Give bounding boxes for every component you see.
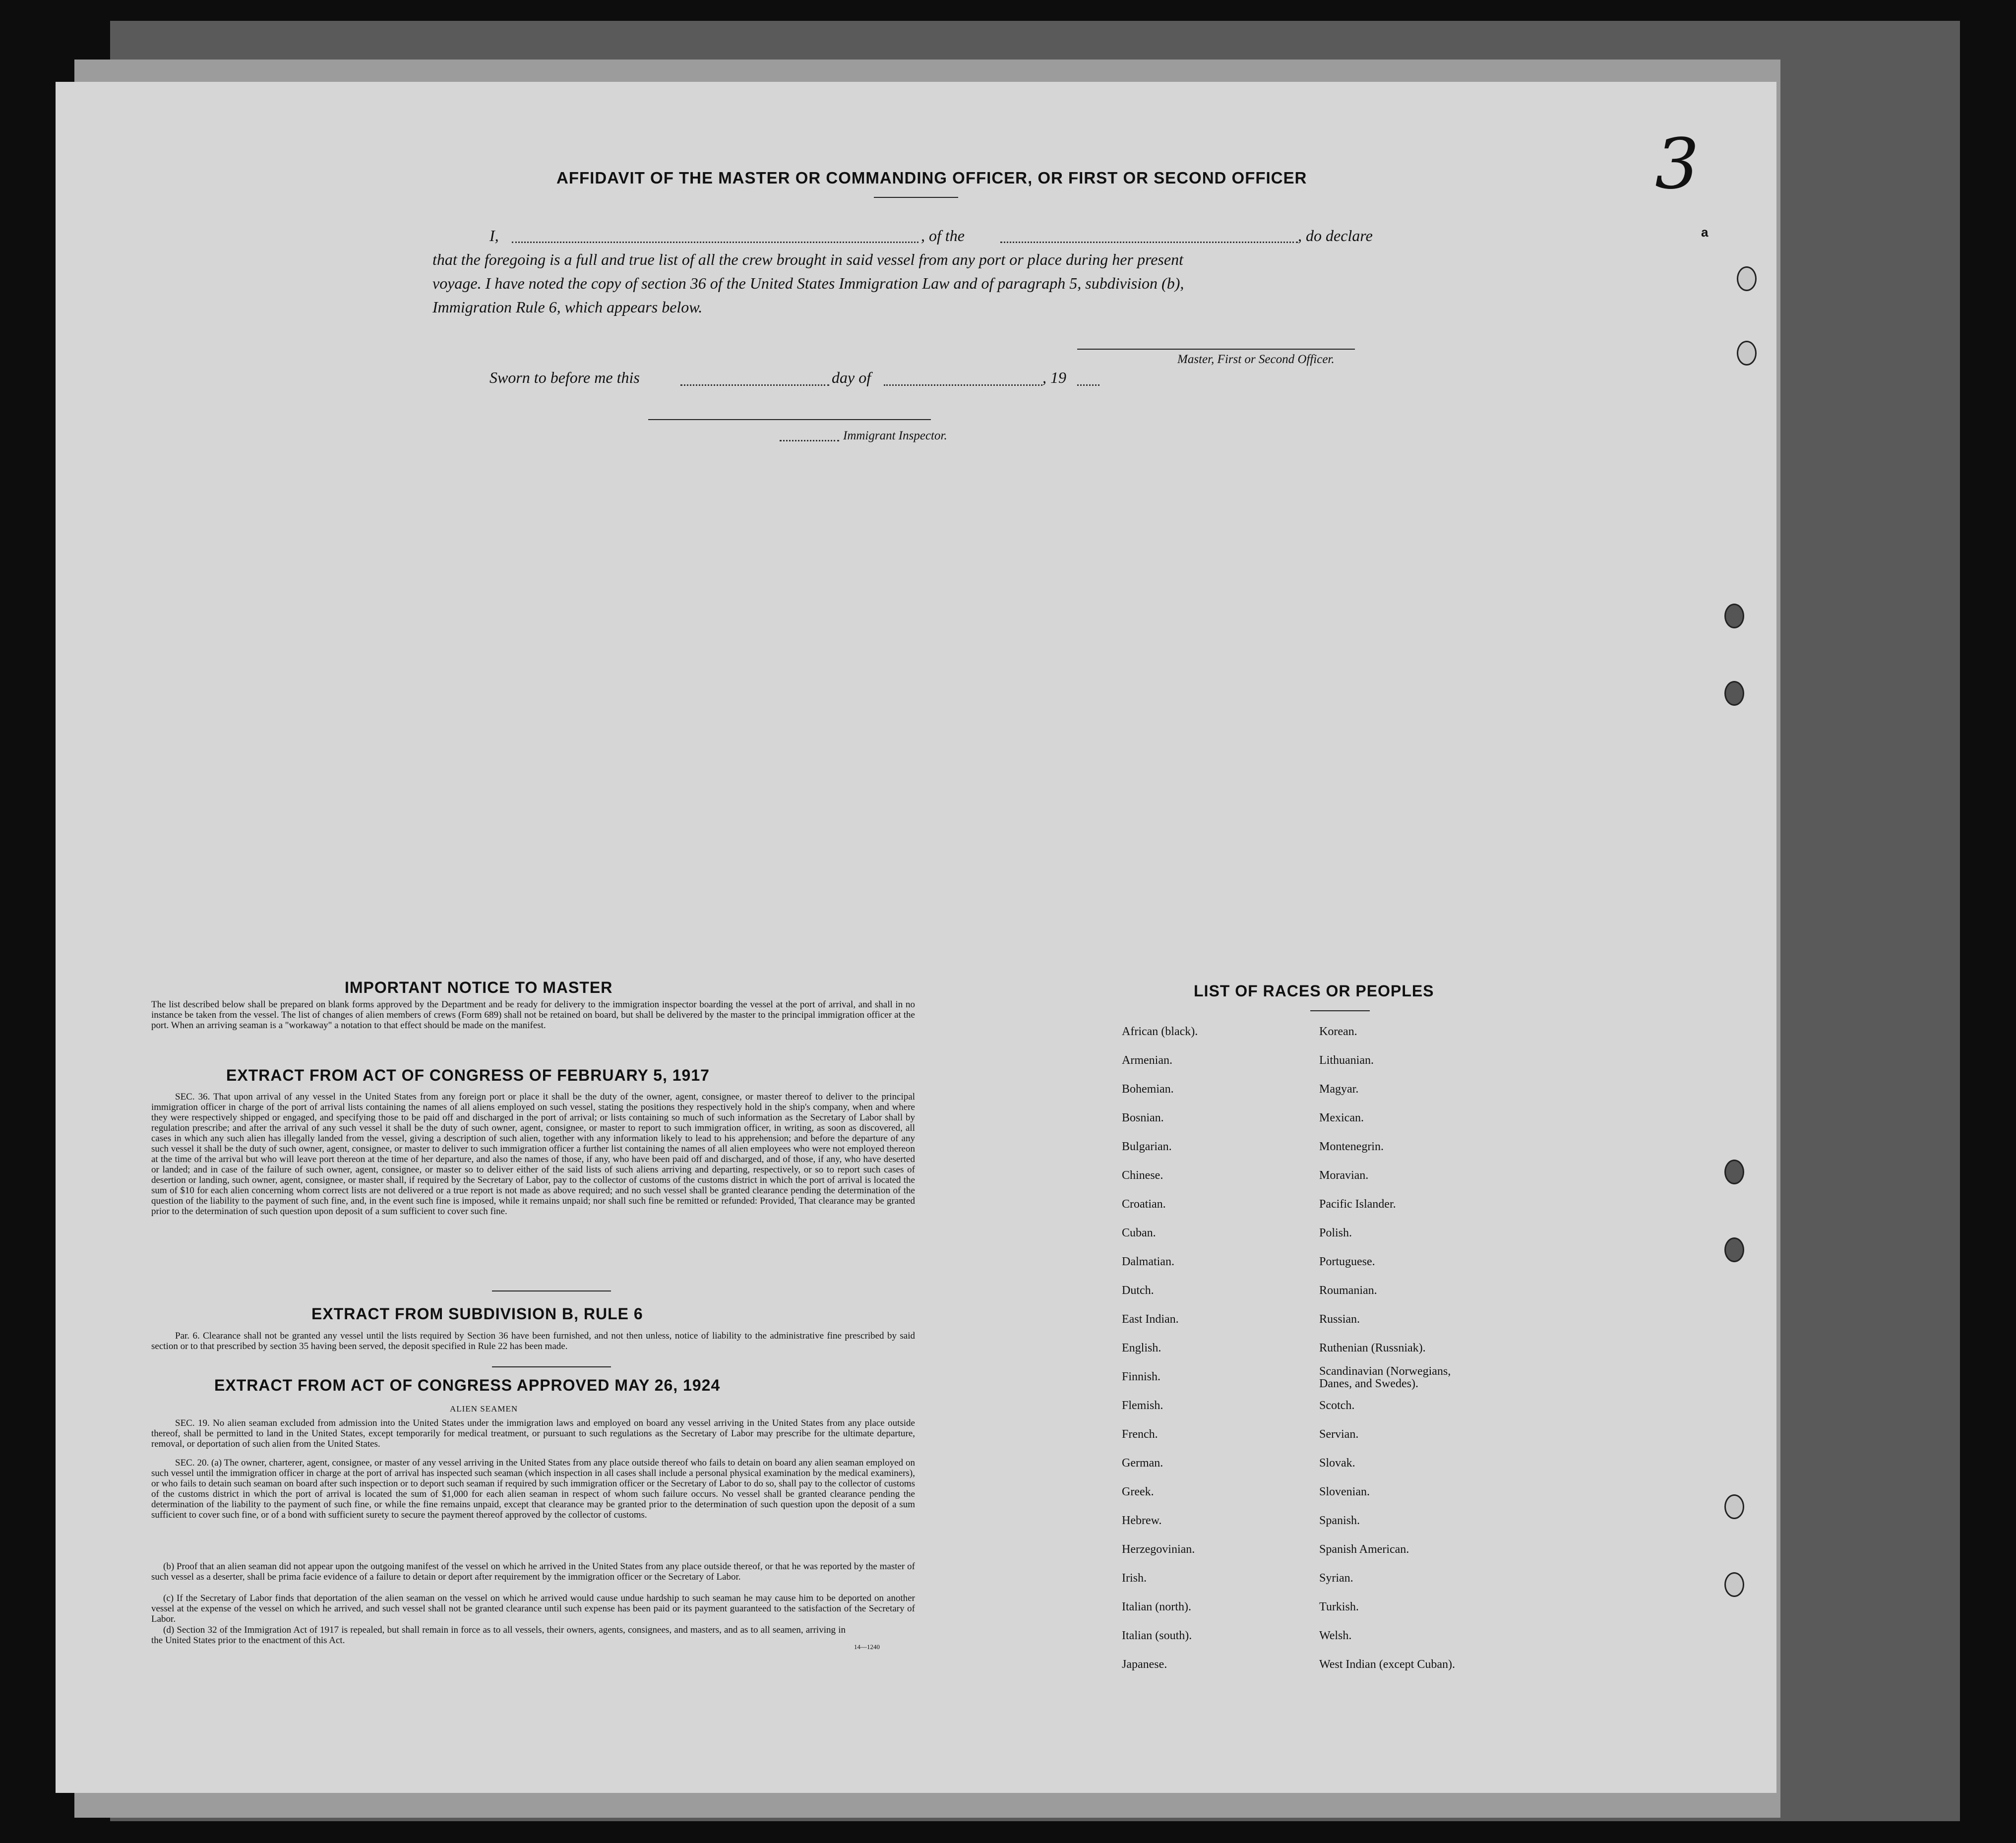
race-left-item: Italian (north). [1122,1600,1191,1613]
race-right-item: Spanish. [1319,1514,1360,1527]
race-left-item: English. [1122,1342,1161,1354]
extract-rule6-title: EXTRACT FROM SUBDIVISION B, RULE 6 [311,1305,643,1323]
races-divider [1310,1010,1370,1011]
punch-hole [1724,1572,1744,1597]
race-left-item: French. [1122,1428,1158,1441]
race-right-item: West Indian (except Cuban). [1319,1658,1455,1671]
race-right-item: Syrian. [1319,1572,1353,1585]
race-right-item: Pacific Islander. [1319,1198,1396,1211]
race-left-item: Armenian. [1122,1054,1172,1067]
race-left-item: Chinese. [1122,1169,1163,1182]
race-right-item: Welsh. [1319,1629,1352,1642]
notice-text: The list described below shall be prepared on blank forms approved by the Department and be ready for delivery to the immigration inspector boarding the vessel at the port of arrival, and shall in no instance be taken from the vessel. The list of changes of alien members of crews (Form 689) shall not be retained on board, but shall be delivered by the master to the principal immigration officer at the port. When an arriving seaman is a "workaway" a notation to that effect should be made on the manifest. [151,999,915,1031]
punch-hole [1737,341,1757,366]
sworn-year-blank [1077,384,1100,386]
race-left-item: Bosnian. [1122,1111,1164,1124]
affidavit-of-the-label: , of the [921,227,965,245]
master-signature-label: Master, First or Second Officer. [1177,353,1335,366]
punch-hole [1724,681,1744,706]
race-left-item: Finnish. [1122,1370,1161,1383]
extract-1924-title: EXTRACT FROM ACT OF CONGRESS APPROVED MAY 26, 1924 [214,1376,721,1394]
race-right-item: Mexican. [1319,1111,1364,1124]
race-right-item: Russian. [1319,1313,1360,1326]
race-right-item: Scotch. [1319,1399,1355,1412]
races-title: LIST OF RACES OR PEOPLES [1194,982,1434,1000]
race-right-item: Spanish American. [1319,1543,1409,1556]
form-number: 14—1240 [854,1643,880,1651]
affidavit-line-2: that the foregoing is a full and true list of all the crew brought in said vessel from any port or place during her present [432,250,1183,268]
extract-1924-subtitle: ALIEN SEAMEN [450,1404,518,1413]
race-left-item: Croatian. [1122,1198,1166,1211]
race-left-item: Greek. [1122,1485,1154,1498]
race-left-item: East Indian. [1122,1313,1179,1326]
document-page [56,82,1776,1793]
extract-1917-text: SEC. 36. That upon arrival of any vessel in the United States from any foreign port or place it shall be the duty of the owner, agent, consignee, or master thereof to deliver to the principal immigration officer in charge of the port of arrival lists containing the names of all aliens employed on such vessel, stating the positions they respectively hold in the ship's company, when and where they were respectively shipped or engaged, and specifying those to be paid off and discharged in the port of arrival; or lists containing so much of such information as the Secretary of Labor shall by regulation prescribe; and after the arrival of any such vessel it shall be the duty of such owner, agent, consignee, or master to report to such immigration officer, in writing, as soon as discovered, all cases in which any such alien has illegally landed from the vessel, giving a description of such alien, together with any information likely to lead to his apprehension; and before the departure of any such vessel it shall be the duty of such owner, agent, consignee, or master to deliver to such immigration officer a further list containing the names of all alien employees who were not employed thereon at the time of the arrival but who will leave port thereon at the time of her departure, and also the names of those, if any, who have been paid off and discharged, and of those, if any, who have deserted or landed; and in case of the failure of such owner, agent, consignee, or master so to deliver either of the said lists of such aliens arriving and departing, respectively, or so to report such cases of desertion or landing, such owner, agent, consignee, or master shall, if required by the Secretary of Labor, pay to the collector of customs of the customs district in which the port of arrival is located the sum of $10 for each alien concerning whom correct lists are not delivered or a true report is not made as above required; and no such vessel shall be granted clearance pending the determination of the question of the liability to the payment of such fine, and, in the event such fine is imposed, while it remains unpaid; nor shall such fine be remitted or refunded: Provided, That clearance may be granted prior to the determination of such question upon deposit of a sum sufficient to cover such fine. [151,1092,915,1217]
punch-hole [1737,266,1757,291]
corner-mark: a [1701,225,1709,240]
title-divider [874,197,958,198]
race-right-item: Moravian. [1319,1169,1369,1182]
race-left-item: Bohemian. [1122,1083,1174,1096]
race-right-item: Korean. [1319,1025,1357,1038]
race-left-item: Irish. [1122,1572,1147,1585]
race-right-item: Roumanian. [1319,1284,1377,1297]
day-of-label: day of [832,369,871,386]
affidavit-title: AFFIDAVIT OF THE MASTER OR COMMANDING OFFICER, OR FIRST OR SECOND OFFICER [556,169,1307,187]
race-left-item: Flemish. [1122,1399,1163,1412]
extract-1924-sec20d: (d) Section 32 of the Immigration Act of 1917 is repealed, but shall remain in force as to all vessels, their owners, agents, consignees, and masters, and as to all seamen, arriving in the United States prior to the enactment of this Act. [151,1625,846,1646]
master-signature-line [1077,349,1355,350]
race-left-item: German. [1122,1457,1163,1470]
affidavit-declare-label: , do declare [1298,227,1373,245]
race-right-item: Montenegrin. [1319,1140,1384,1153]
race-left-item: Japanese. [1122,1658,1167,1671]
race-left-item: Cuban. [1122,1227,1156,1239]
punch-hole [1724,604,1744,628]
race-right-item: Portuguese. [1319,1255,1375,1268]
vessel-blank [1000,242,1298,243]
name-blank [512,242,918,243]
race-right-item: Polish. [1319,1227,1352,1239]
race-left-item: African (black). [1122,1025,1198,1038]
race-left-item: Herzegovinian. [1122,1543,1195,1556]
race-right-item: Ruthenian (Russniak). [1319,1342,1426,1354]
punch-hole [1724,1160,1744,1184]
race-left-item: Dutch. [1122,1284,1154,1297]
section-divider [492,1366,611,1367]
inspector-label: Immigrant Inspector. [843,429,947,442]
punch-hole [1724,1494,1744,1519]
sworn-label: Sworn to before me this [489,369,640,386]
punch-hole [1724,1237,1744,1262]
sworn-month-blank [884,384,1042,386]
race-right-item: Lithuanian. [1319,1054,1374,1067]
inspector-blank [780,440,839,441]
extract-1924-sec20a: SEC. 20. (a) The owner, charterer, agent, consignee, or master of any vessel arriving in the United States from any place outside thereof who fails to detain on board any alien seaman employed on such vessel until the immigration officer in charge at the port of arrival has inspected such seaman (which inspection in all cases shall include a personal physical examination by the medical examiners), or who fails to detain such seaman on board after such inspection or to deport such seaman if required by such immigration officer or the Secretary of Labor to do so, shall pay to the collector of customs of the customs district in which the port of arrival is located the sum of $1,000 for each alien seaman in respect of whom such failure occurs. No vessel shall be granted clearance pending the determination of the liability to the payment of such fine, or while the fine remains unpaid, except that clearance may be granted prior to the determination of such question upon the deposit of a sum sufficient to cover such fine, or of a bond with sufficient surety to secure the payment thereof approved by the collector of customs. [151,1458,915,1520]
extract-rule6-text: Par. 6. Clearance shall not be granted any vessel until the lists required by Section 36 have been furnished, and not then unless, notice of liability to the administrative fine prescribed by said section or to that prescribed by section 35 having been served, the deposit specified in Rule 22 has been made. [151,1331,915,1352]
race-left-item: Bulgarian. [1122,1140,1172,1153]
section-divider [492,1290,611,1291]
affidavit-i-label: I, [489,227,499,245]
race-right-item: Slovak. [1319,1457,1355,1470]
sworn-day-blank [680,384,829,386]
affidavit-line-4: Immigration Rule 6, which appears below. [432,298,703,316]
year-label: , 19 [1042,369,1066,386]
notice-title: IMPORTANT NOTICE TO MASTER [345,979,613,996]
race-left-item: Italian (south). [1122,1629,1192,1642]
race-right-item: Turkish. [1319,1600,1359,1613]
extract-1924-sec19: SEC. 19. No alien seaman excluded from admission into the United States under the immigration laws and employed on board any vessel arriving in the United States from any place outside thereof, shall be permitted to land in the United States, except temporarily for medical treatment, or pursuant to such regulations as the Secretary of Labor may prescribe for the ultimate departure, removal, or deportation of such alien from the United States. [151,1418,915,1449]
race-right-item: Slovenian. [1319,1485,1370,1498]
inspector-signature-line [648,419,931,420]
race-left-item: Dalmatian. [1122,1255,1174,1268]
extract-1924-sec20b: (b) Proof that an alien seaman did not appear upon the outgoing manifest of the vessel on which he arrived in the United States from any place outside thereof, or that he was reported by the master of such vessel as a deserter, shall be prima facie evidence of a failure to detain or deport after requirement by the immigration officer or the Secretary of Labor. [151,1561,915,1582]
race-right-item: Servian. [1319,1428,1359,1441]
extract-1917-title: EXTRACT FROM ACT OF CONGRESS OF FEBRUARY 5, 1917 [226,1066,710,1084]
race-left-item: Hebrew. [1122,1514,1162,1527]
race-right-item: Magyar. [1319,1083,1359,1096]
race-right-item: Scandinavian (Norwegians, Danes, and Swedes). [1319,1365,1451,1390]
extract-1924-sec20c: (c) If the Secretary of Labor finds that deportation of the alien seaman on the vessel on which he arrived would cause undue hardship to such seaman he may cause him to be deported on another vessel at the expense of the vessel on which he arrived, and such vessel shall not be granted clearance until such expense has been paid or its payment guaranteed to the satisfaction of the Secretary of Labor. [151,1593,915,1624]
page-number: 3 [1655,124,1700,205]
affidavit-line-3: voyage. I have noted the copy of section 36 of the United States Immigration Law and of paragraph 5, subdivision (b), [432,274,1184,292]
